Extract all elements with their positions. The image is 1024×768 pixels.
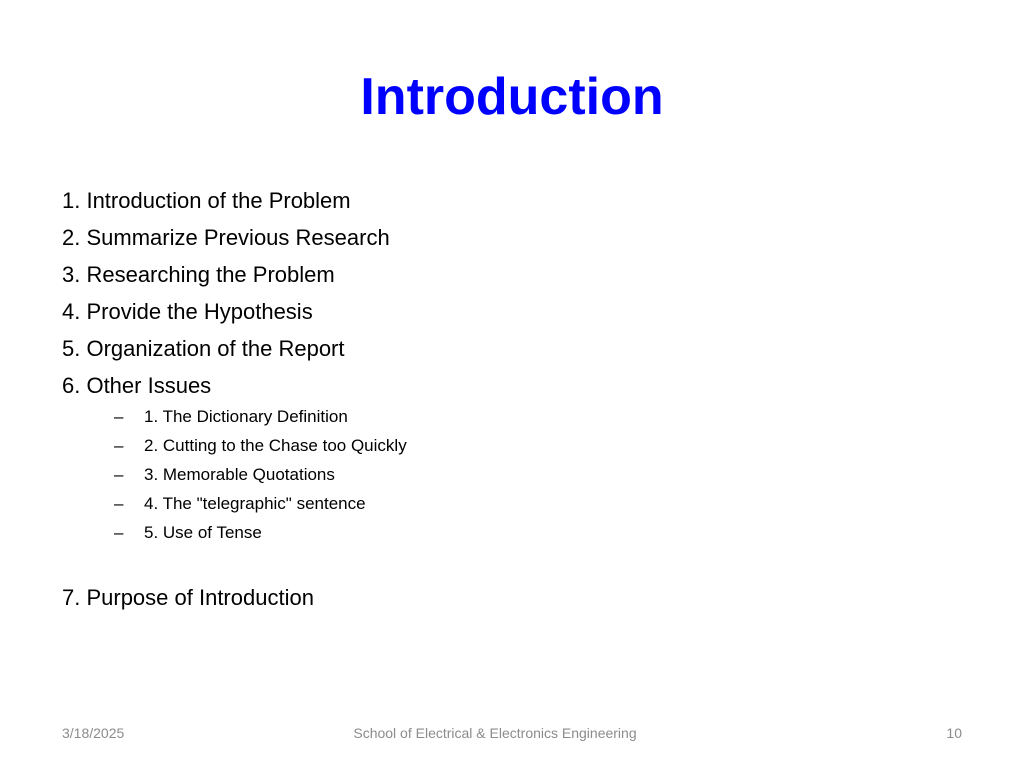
sub-list-item xyxy=(62,489,962,518)
list-item: 6. Other Issues xyxy=(62,373,212,398)
sub-list-item xyxy=(62,460,962,489)
footer-organization: School of Electrical & Electronics Engineering xyxy=(353,725,637,741)
sub-list-item xyxy=(62,402,962,431)
sub-list-item-label: 4. The "telegraphic" sentence xyxy=(144,494,366,513)
sub-list-item-label: 5. Use of Tense xyxy=(144,523,262,542)
footer-page-number: 10 xyxy=(946,725,962,741)
list-item: 3. Researching the Problem xyxy=(62,262,335,287)
slide-body xyxy=(62,182,962,616)
sub-list-item xyxy=(62,431,962,460)
dash-bullet-icon: – xyxy=(114,494,124,513)
sub-list-item-label: 3. Memorable Quotations xyxy=(144,465,335,484)
slide-title: Introduction xyxy=(360,68,664,126)
dash-bullet-icon: – xyxy=(114,465,124,484)
list-item: 4. Provide the Hypothesis xyxy=(62,299,313,324)
sub-list xyxy=(62,402,962,547)
list-item: 5. Organization of the Report xyxy=(62,336,345,361)
dash-bullet-icon: – xyxy=(114,407,124,426)
list-item: 7. Purpose of Introduction xyxy=(62,585,314,610)
dash-bullet-icon: – xyxy=(114,436,124,455)
sub-list-item-label: 2. Cutting to the Chase too Quickly xyxy=(144,436,407,455)
list-item: 1. Introduction of the Problem xyxy=(62,188,351,213)
list-item: 2. Summarize Previous Research xyxy=(62,225,390,250)
dash-bullet-icon: – xyxy=(114,523,124,542)
sub-list-item xyxy=(62,518,962,547)
sub-list-item-label: 1. The Dictionary Definition xyxy=(144,407,348,426)
footer-date: 3/18/2025 xyxy=(62,725,125,741)
